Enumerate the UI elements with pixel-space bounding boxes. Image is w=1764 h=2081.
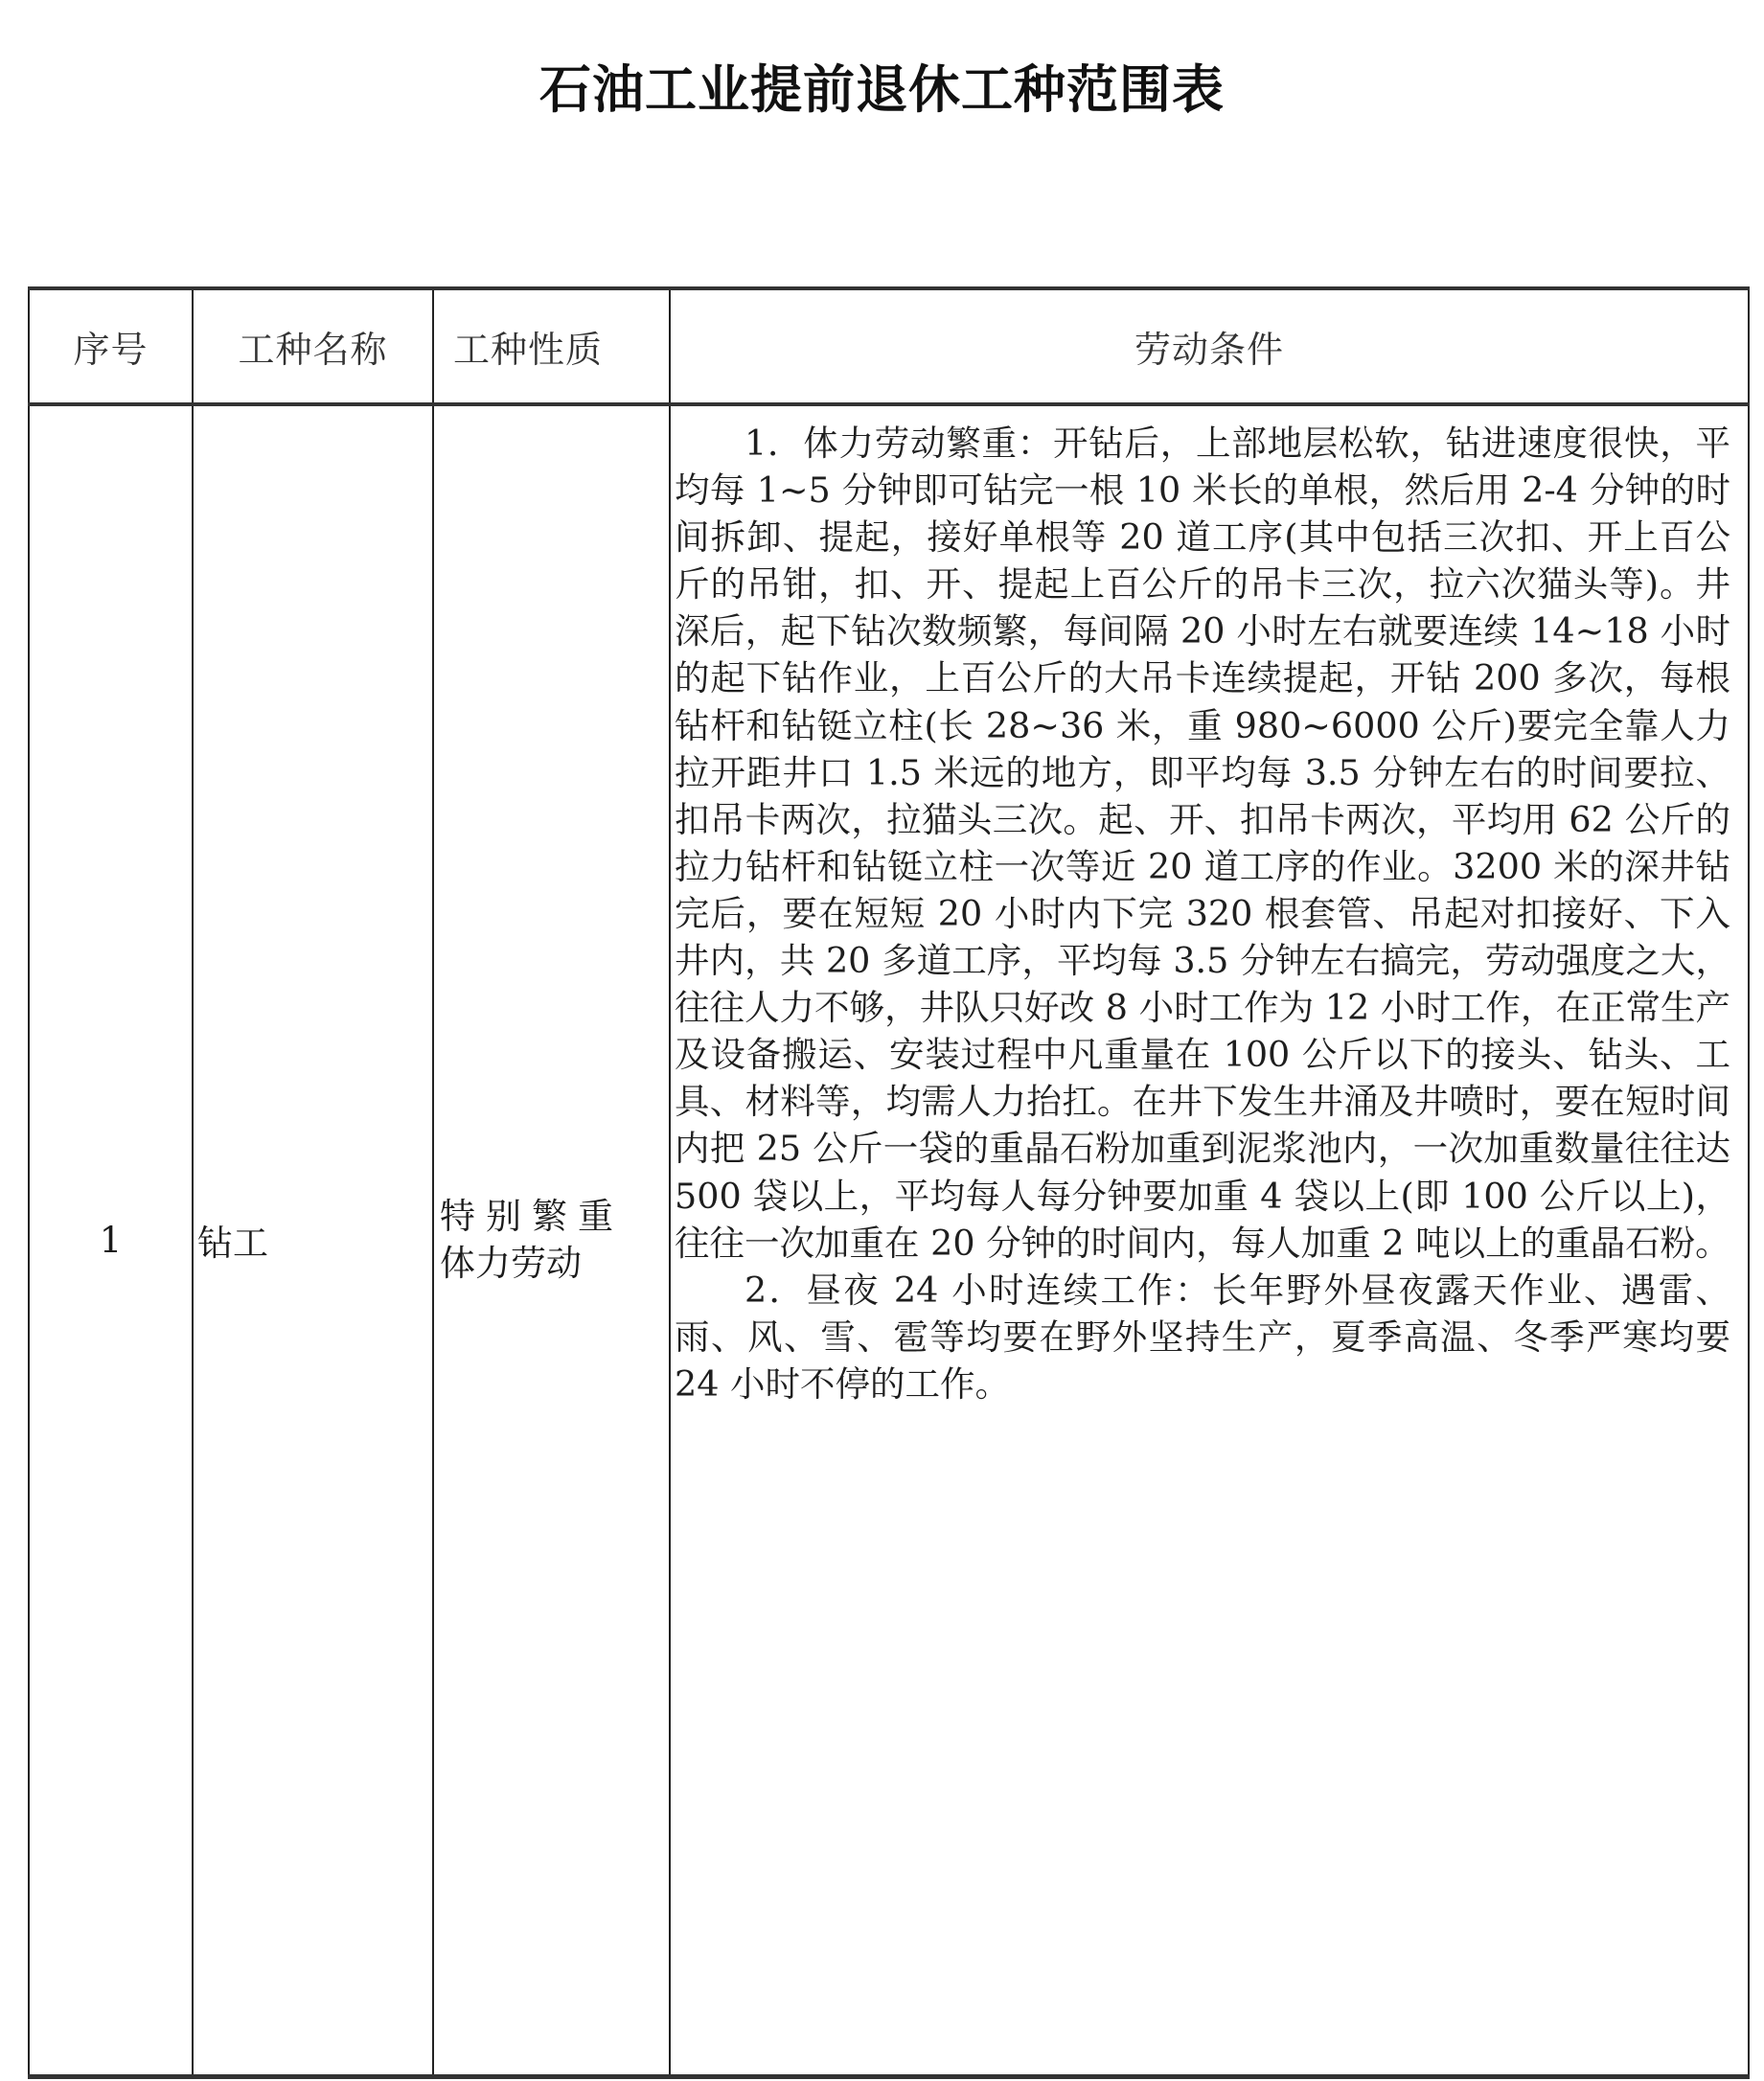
- header-serial-number: 序号: [29, 288, 193, 404]
- table-body: [29, 404, 1749, 2076]
- cell-job-nature: [433, 404, 670, 2076]
- cell-labor-conditions: [670, 404, 1749, 2076]
- job-nature-line-2: 体力劳动: [440, 1243, 582, 1285]
- document-title: 石油工业提前退休工种范围表: [539, 59, 1225, 120]
- header-job-nature: 工种性质: [433, 288, 670, 404]
- header-labor-conditions: 劳动条件: [670, 288, 1749, 404]
- cell-serial-number: 1: [29, 404, 193, 2076]
- condition-paragraph-24h-work: 2．昼夜 24 小时连续工作：长年野外昼夜露天作业、遇雷、雨、风、雪、雹等均要在野外坚持生产，夏季高温、冬季严寒均要 24 小时不停的工作。: [675, 1269, 1730, 1405]
- cell-job-name: 钻工: [193, 404, 433, 2076]
- condition-paragraph-heavy-labor: 1．体力劳动繁重：开钻后，上部地层松软，钻进速度很快，平均每 1~5 分钟即可钻完一根 10 米长的单根，然后用 2-4 分钟的时间拆卸、提起，接好单根等 20 道工序(其中包括三次扣、开上百公斤的吊钳，扣、开、提起上百公斤的吊卡三次，拉六次猫头等)。井深后，起下钻次数频繁，每间隔 20 小时左右就要连续 14~18 小时的起下钻作业，上百公斤的大吊卡连续提起，开钻 200 多次，每根钻杆和钻铤立柱(长 28~36 米，重 980~6000 公斤)要完全靠人力拉开距井口 1.5 米远的地方，即平均每 3.5 分钟左右的时间要拉、扣吊卡两次，拉猫头三次。起、开、扣吊卡两次，平均用 62 公斤的拉力钻杆和钻铤立柱一次等近 20 道工序的作业。3200 米的深井钻完后，要在短短 20 小时内下完 320 根套管、吊起对扣接好、下入井内，共 20 多道工序，平均每 3.5 分钟左右搞完，劳动强度之大，往往人力不够，井队只好改 8 小时工作为 12 小时工作，在正常生产及设备搬运、安装过程中凡重量在 100 公斤以下的接头、钻头、工具、材料等，均需人力抬扛。在井下发生井涌及井喷时，要在短时间内把 25 公斤一袋的重晶石粉加重到泥浆池内，一次加重数量往往达 500 袋以上，平均每人每分钟要加重 4 袋以上(即 100 公斤以上)，往往一次加重在 20 分钟的时间内，每人加重 2 吨以上的重晶石粉。: [675, 423, 1730, 1264]
- header-row: [29, 288, 1749, 404]
- header-job-name: 工种名称: [193, 288, 433, 404]
- table-row: [29, 404, 1749, 2076]
- job-nature-line-1: 特别繁重: [440, 1196, 624, 1238]
- early-retirement-job-range-table: [28, 286, 1750, 2079]
- table-header: [29, 288, 1749, 404]
